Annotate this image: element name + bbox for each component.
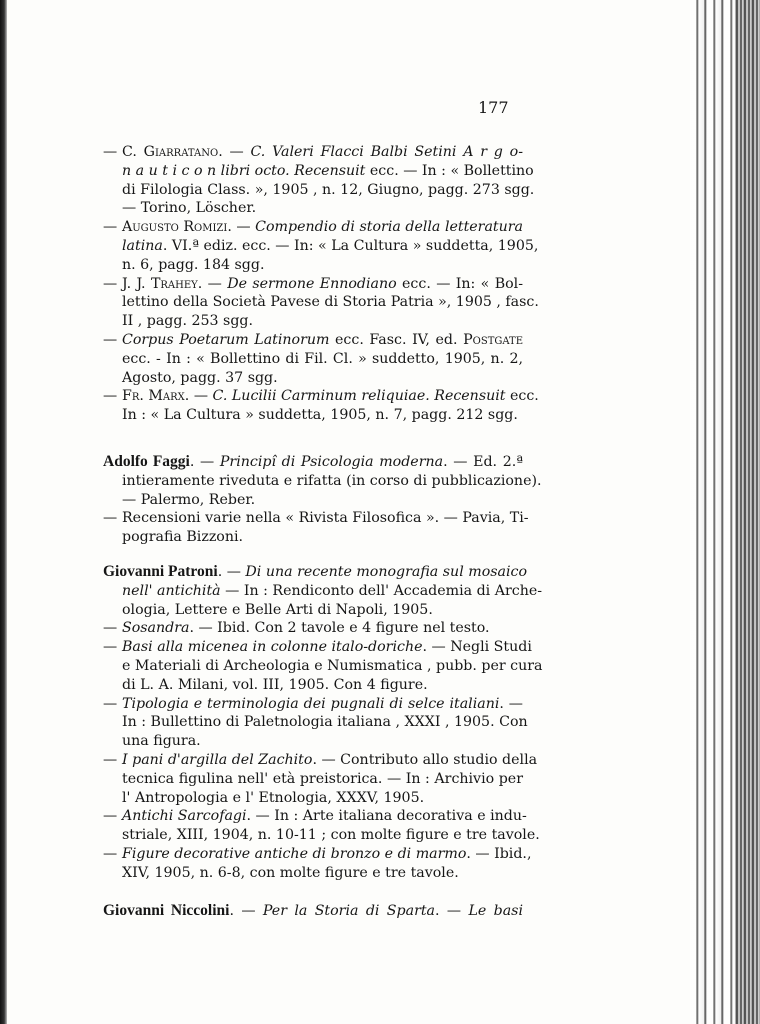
entry-dash: — (103, 639, 118, 656)
text-line (103, 509, 529, 528)
author-name: Augusto Romizi (122, 219, 228, 236)
text-segment: intieramente riveduta e rifatta (in corso di pubblicazione). (122, 472, 542, 489)
text-line (103, 902, 523, 921)
text-segment: striale, XIII, 1904, n. 10-11 ; con molte figure e tre tavole. (122, 827, 540, 844)
text-segment: . — Contributo allo studio della (312, 751, 538, 768)
italic-title: Principî di Psicologia moderna (219, 453, 444, 470)
text-segment: di L. A. Milani, vol. III, 1905. Con 4 figure. (122, 676, 428, 693)
text-segment: n. 6, pagg. 184 sgg. (122, 256, 265, 273)
text-segment: In : « La Cultura » suddetta, 1905, n. 7, pagg. 212 sgg. (122, 407, 518, 424)
text-segment: . — (229, 903, 263, 920)
text-segment: — Torino, Löscher. (122, 200, 257, 217)
italic-title: Tipologia e terminologia dei pugnali di selce italiani (122, 695, 500, 712)
bibliography-section (103, 902, 523, 921)
text-line (103, 826, 540, 845)
entry-dash: — (103, 808, 118, 825)
italic-title: Antichi Sarcofagi (122, 808, 247, 825)
entry-dash: — (103, 695, 118, 712)
text-line (103, 789, 523, 808)
text-line (103, 807, 527, 826)
entry-dash: — (103, 144, 118, 160)
text-segment: C. (122, 144, 144, 160)
text-segment: In : Bullettino di Paletnologia italiana , XXXI , 1905. Con (122, 714, 528, 731)
text-line (103, 695, 523, 714)
text-segment: . — Ibid. Con 2 tavole e 4 figure nel testo. (189, 620, 490, 637)
text-segment: ecc. - In : « Bollettino di Fil. Cl. » suddetto, 1905, n. 2, (122, 350, 523, 367)
text-segment: . — (197, 275, 228, 292)
italic-title: C. Lucilii Carminum reliquiae. Recensuit (212, 388, 506, 405)
entry-dash: — (103, 510, 118, 527)
text-line (103, 770, 523, 789)
text-segment: J. J. (122, 275, 151, 292)
text-line (103, 864, 523, 883)
italic-title: Compendio di storia della letteratura (255, 219, 523, 236)
entry-dash: — (103, 388, 118, 405)
text-line (103, 657, 543, 676)
italic-title: Corpus Poetarum Latinorum (122, 331, 330, 348)
text-line (103, 406, 523, 425)
text-line (103, 472, 542, 491)
entry-dash: — (103, 275, 118, 292)
text-segment: . — Ed. 2.ª (443, 453, 523, 470)
text-line (103, 199, 523, 218)
text-line (103, 350, 523, 369)
text-segment: . — (218, 144, 251, 160)
text-line (103, 528, 523, 547)
text-line (103, 732, 523, 751)
entry-dash: — (103, 620, 118, 637)
italic-title: n a u t i c o n libri octo. Recensuit (122, 162, 366, 179)
book-binding-shadow (735, 0, 760, 1024)
page-number: 177 (478, 98, 509, 117)
italic-title: Sosandra (122, 620, 190, 637)
text-segment: Agosto, pagg. 37 sgg. (122, 369, 278, 386)
author-name: Fr. Marx (122, 388, 185, 405)
bibliography-section (103, 143, 539, 425)
text-line (103, 751, 538, 770)
author-name: Giarratano (143, 144, 219, 160)
italic-title: Di una recente monografia sul mosaico (245, 563, 528, 580)
text-line (103, 491, 523, 510)
entry-dash: — (103, 331, 118, 348)
text-line (103, 162, 534, 181)
entry-dash: — (103, 751, 118, 768)
text-line (103, 619, 523, 638)
text-line (103, 312, 523, 331)
entry-dash: — (103, 845, 118, 862)
text-line (103, 638, 532, 657)
text-segment: e Materiali di Archeologia e Numismatica , pubb. per cura (122, 657, 543, 674)
text-segment: . — (227, 219, 256, 236)
text-line (103, 275, 523, 294)
text-line (103, 676, 523, 695)
text-segment: ecc. — In : « Bollettino (365, 162, 534, 179)
bibliography-section (103, 562, 543, 883)
text-segment: ecc. — In: « Bol- (396, 275, 523, 292)
text-line (103, 387, 539, 406)
text-segment: . — (217, 563, 246, 580)
text-segment: . VI.ª ediz. ecc. — In: « La Cultura » suddetta, 1905, (162, 237, 539, 254)
text-segment: . — (184, 388, 213, 405)
text-segment: di Filologia Class. », 1905 , n. 12, Giugno, pagg. 273 sgg. (122, 181, 535, 198)
text-segment: ecc. Fasc. IV, ed. (329, 331, 464, 348)
author-heading: Giovanni Niccolini (103, 902, 230, 920)
text-line (103, 845, 532, 864)
bibliography-text (103, 143, 543, 921)
italic-title: Basi alla micenea in colonne italo-doriche (122, 639, 423, 656)
text-segment: lettino della Società Pavese di Storia Patria », 1905 , fasc. (122, 294, 539, 311)
text-segment: . — Ibid., (466, 845, 532, 862)
text-line (103, 293, 539, 312)
text-line (103, 256, 523, 275)
bibliography-section (103, 452, 542, 547)
text-segment: . — In : Arte italiana decorativa e indu- (246, 808, 527, 825)
italic-title: Le basi (468, 903, 523, 920)
text-segment: tecnica figulina nell' età preistorica. — In : Archivio per (122, 770, 523, 787)
text-segment: Recensioni varie nella « Rivista Filosofica ». — Pavia, Ti- (122, 510, 529, 527)
text-line (103, 562, 528, 582)
page-left-edge (0, 0, 7, 1024)
italic-title: De sermone Ennodiano (227, 275, 397, 292)
text-line (103, 181, 535, 200)
author-heading: Adolfo Faggi (103, 452, 190, 470)
text-segment: una figura. (122, 733, 201, 750)
entry-dash: — (103, 219, 118, 236)
text-segment: — In : Rendiconto dell' Accademia di Arche- (220, 582, 543, 599)
text-segment: II , pagg. 253 sgg. (122, 313, 254, 330)
italic-title: C. Valeri Flacci Balbi Setini A r g o- (250, 144, 523, 160)
text-line (103, 601, 523, 620)
text-line (103, 369, 523, 388)
text-segment: l' Antropologia e l' Etnologia, XXXV, 1905. (122, 789, 425, 806)
text-line (103, 453, 523, 472)
text-line (103, 237, 539, 256)
text-segment: — Palermo, Reber. (122, 491, 256, 508)
author-name: Postgate (463, 331, 523, 348)
text-line (103, 582, 543, 601)
text-segment: ologia, Lettere e Belle Arti di Napoli, 1905. (122, 601, 433, 618)
italic-title: Figure decorative antiche di bronzo e di marmo (122, 845, 467, 862)
text-line (103, 143, 523, 162)
text-line (103, 331, 523, 350)
text-segment: . — (189, 453, 220, 470)
author-heading: Giovanni Patroni (103, 562, 218, 580)
text-line (103, 218, 523, 237)
italic-title: I pani d'argilla del Zachito (122, 751, 313, 768)
text-segment: pografia Bizzoni. (122, 529, 244, 546)
text-segment: . — (435, 903, 469, 920)
text-segment: . — (499, 695, 523, 712)
text-line (103, 713, 528, 732)
italic-title: Per la Storia di Sparta (262, 903, 436, 920)
italic-title: latina (122, 237, 163, 254)
text-segment: XIV, 1905, n. 6-8, con molte figure e tre tavole. (122, 864, 459, 881)
text-segment: ecc. (505, 388, 539, 405)
italic-title: nell' antichità (122, 582, 221, 599)
author-name: Trahey (150, 275, 198, 292)
text-segment: . — Negli Studi (422, 639, 532, 656)
